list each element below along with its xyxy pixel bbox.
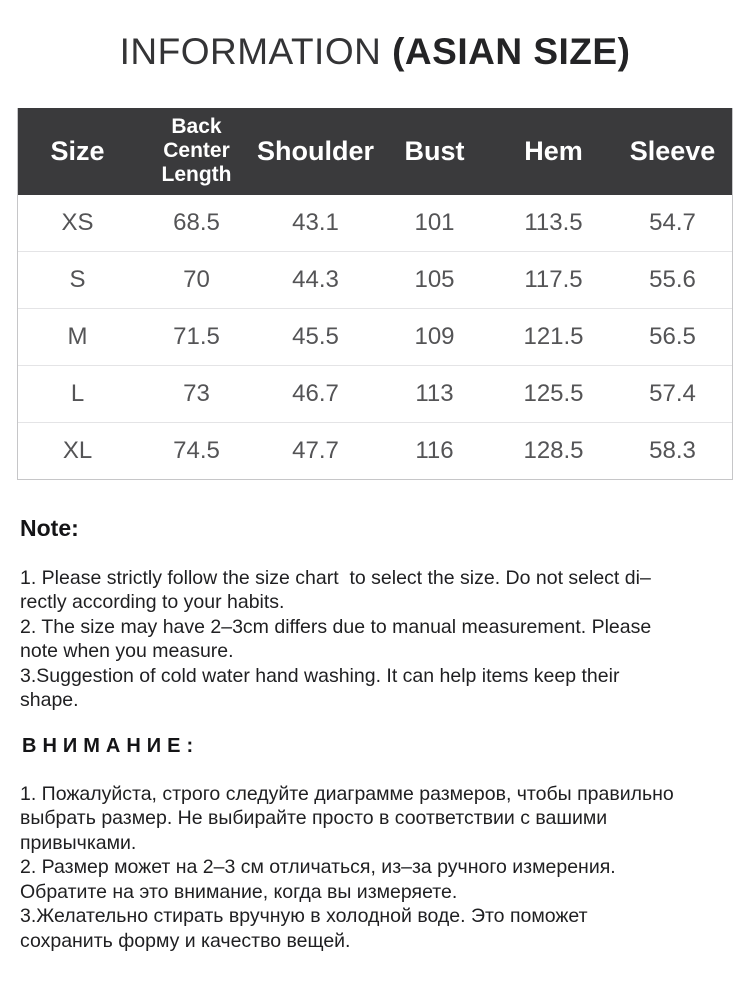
attention-line: 1. Пожалуйста, строго следуйте диаграмме размеров, чтобы правильно (20, 782, 674, 805)
table-row-m (18, 308, 732, 365)
column-header-back-center-length-label: Back Center Length (161, 114, 232, 186)
measurement-value: 113 (375, 365, 494, 422)
page-title-bold: (ASIAN SIZE) (392, 31, 631, 72)
size-label: M (18, 308, 137, 365)
measurement-value: 117.5 (494, 251, 613, 308)
measurement-value: 74.5 (137, 422, 256, 479)
column-header-bust: Bust (375, 108, 494, 195)
measurement-value: 55.6 (613, 251, 732, 308)
measurement-value: 47.7 (256, 422, 375, 479)
measurement-value: 68.5 (173, 208, 220, 236)
measurement-value: 58.3 (613, 422, 732, 479)
column-header-shoulder: Shoulder (256, 108, 375, 195)
measurement-value: 71.5 (137, 308, 256, 365)
measurement-value: 54.7 (649, 208, 696, 236)
column-header-size: Size (18, 108, 137, 195)
table-row-xl (18, 422, 732, 479)
attention-line: 3.Желательно стирать вручную в холодной воде. Это поможет (20, 905, 588, 928)
column-header-hem: Hem (494, 108, 613, 195)
size-label: S (18, 251, 137, 308)
note-line: 3.Suggestion of cold water hand washing. It can help items keep their (20, 664, 620, 687)
attention-line: Обратите на это внимание, когда вы измеряете. (20, 880, 458, 903)
note-line: shape. (20, 689, 79, 712)
size-label: XL (18, 422, 137, 479)
attention-text-block (20, 782, 732, 954)
measurement-value: 116 (375, 422, 494, 479)
measurement-value: 125.5 (494, 365, 613, 422)
note-line: note when you measure. (20, 640, 234, 663)
measurement-value: 109 (375, 308, 494, 365)
measurement-value: 73 (137, 365, 256, 422)
attention-line: 2. Размер может на 2–3 см отличаться, из–за ручного измерения. (20, 856, 616, 879)
column-header-sleeve: Sleeve (613, 108, 732, 195)
note-line: 2. The size may have 2–3cm differs due to manual measurement. Please (20, 615, 652, 638)
table-row-l (18, 365, 732, 422)
note-line: 1. Please strictly follow the size chart to select the size. Do not select di– (20, 566, 651, 589)
note-line: rectly according to your habits. (20, 591, 285, 614)
size-chart-container (17, 108, 733, 480)
attention-line: сохранить форму и качество вещей. (20, 929, 351, 952)
size-label: XS (61, 208, 94, 236)
measurement-value: 46.7 (256, 365, 375, 422)
size-chart-body (18, 195, 732, 479)
size-label: L (18, 365, 137, 422)
measurement-value: 45.5 (256, 308, 375, 365)
measurement-value: 70 (137, 251, 256, 308)
page-title (0, 0, 750, 72)
measurement-value: 128.5 (494, 422, 613, 479)
page-title-light: INFORMATION (119, 31, 393, 72)
table-row-xs (18, 195, 732, 252)
attention-line: выбрать размер. Не выбирайте просто в соответствии с вашими (20, 807, 608, 830)
size-chart-header (18, 108, 732, 195)
measurement-value: 44.3 (256, 251, 375, 308)
measurement-value: 56.5 (613, 308, 732, 365)
attention-heading: ВНИМАНИЕ: (22, 734, 200, 757)
header-row (18, 108, 732, 195)
measurement-value: 105 (375, 251, 494, 308)
column-header-back-center-length (137, 108, 256, 195)
attention-line: привычками. (20, 831, 137, 854)
note-text-block (20, 566, 732, 713)
measurement-value: 113.5 (524, 208, 583, 236)
measurement-value: 57.4 (613, 365, 732, 422)
table-row-s (18, 251, 732, 308)
measurement-value: 43.1 (292, 208, 339, 236)
measurement-value: 121.5 (494, 308, 613, 365)
note-heading: Note: (20, 514, 79, 541)
measurement-value: 101 (414, 208, 455, 236)
size-chart-table (18, 108, 732, 479)
